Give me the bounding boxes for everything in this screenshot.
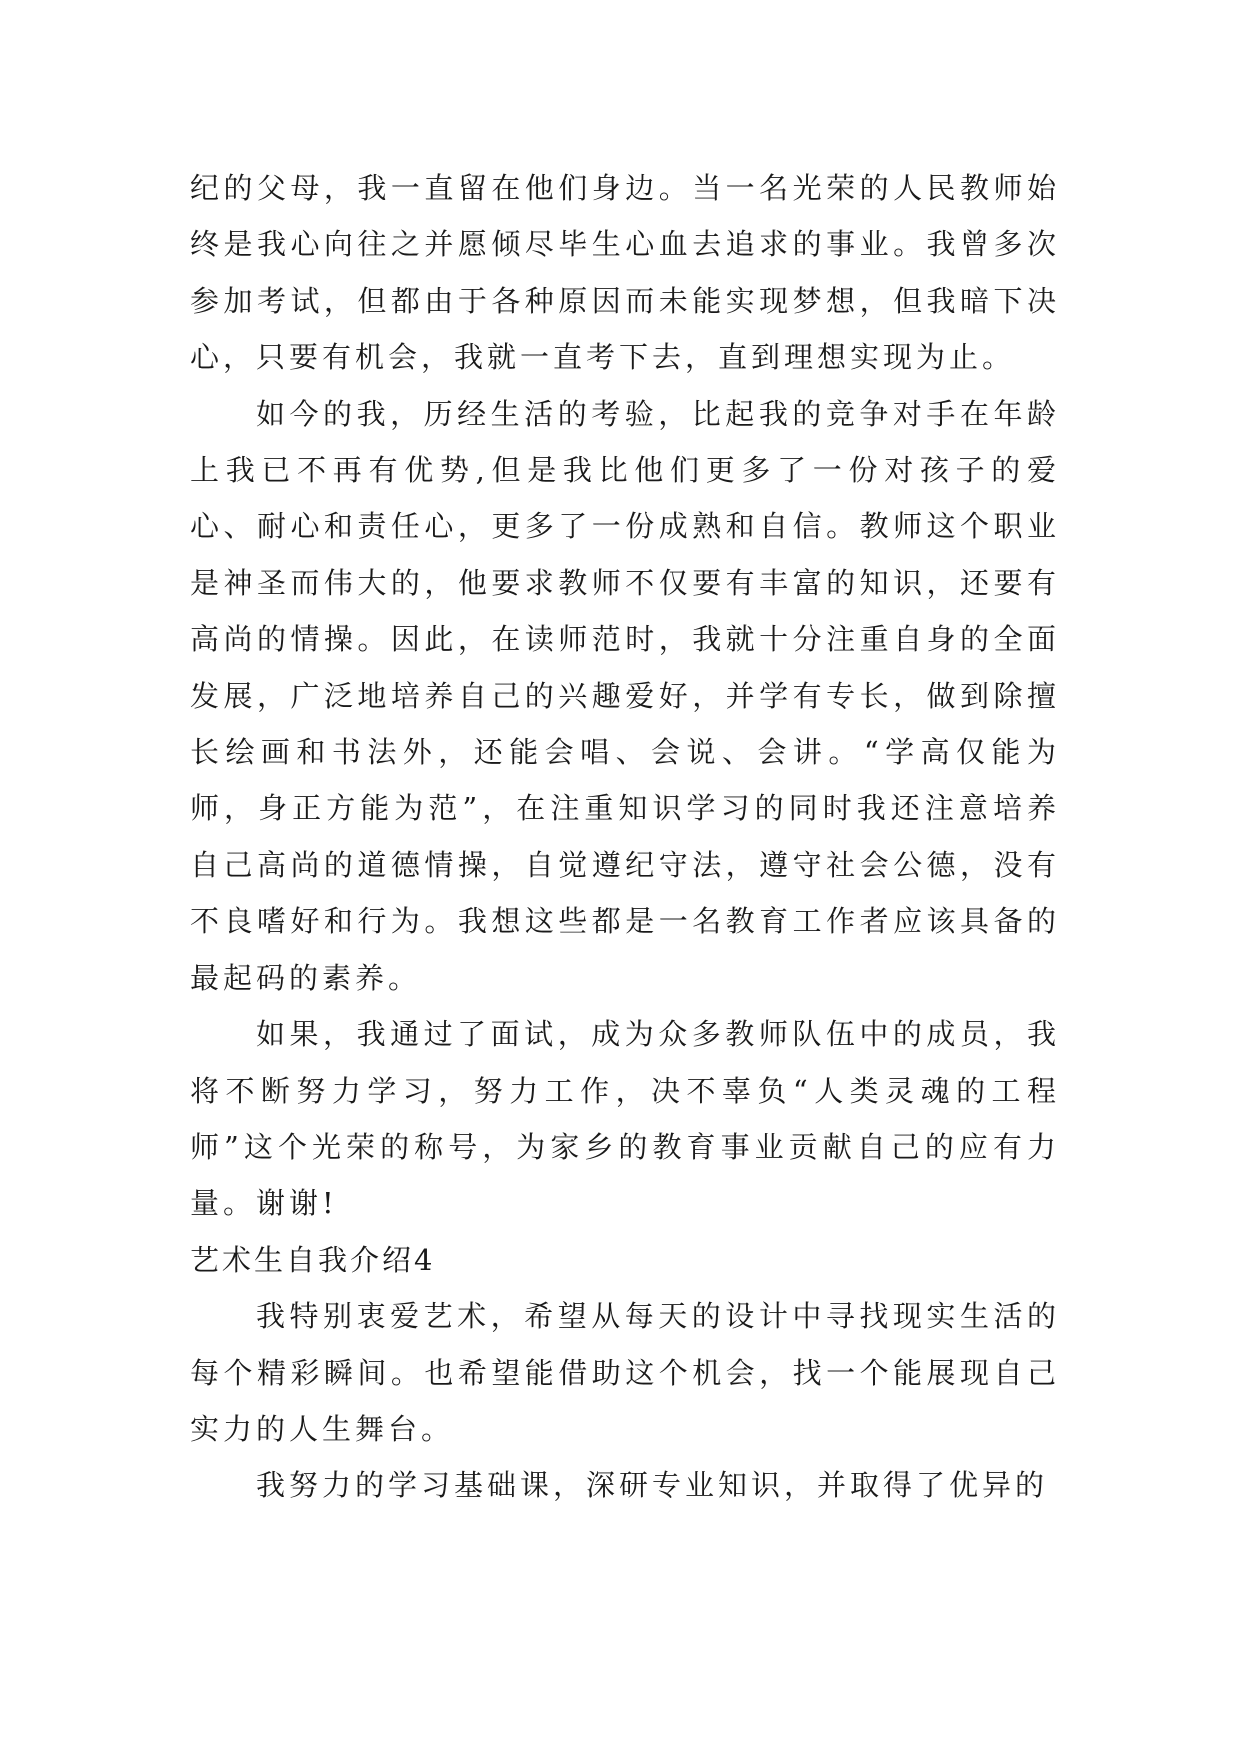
paragraph-closing: 如果，我通过了面试，成为众多教师队伍中的成员，我将不断努力学习，努力工作，决不辜负“人类灵魂的工程师”这个光荣的称号，为家乡的教育事业贡献自己的应有力量。谢谢!: [190, 1017, 1060, 1221]
section-heading: 艺术生自我介绍4: [190, 1242, 436, 1277]
paragraph-continuation: 纪的父母，我一直留在他们身边。当一名光荣的人民教师始终是我心向往之并愿倾尽毕生心血去追求的事业。我曾多次参加考试，但都由于各种原因而未能实现梦想，但我暗下决心，只要有机会，我就一直考下去，直到理想实现为止。: [190, 171, 1060, 375]
paragraph-experience: 如今的我，历经生活的考验，比起我的竞争对手在年龄上我已不再有优势,但是我比他们更多了一份对孩子的爱心、耐心和责任心，更多了一份成熟和自信。教师这个职业是神圣而伟大的，他要求教师不仅要有丰富的知识，还要有高尚的情操。因此，在读师范时，我就十分注重自身的全面发展，广泛地培养自己的兴趣爱好，并学有专长，做到除擅长绘画和书法外，还能会唱、会说、会讲。“学高仅能为师，身正方能为范”，在注重知识学习的同时我还注意培养自己高尚的道德情操，自觉遵纪守法，遵守社会公德，没有不良嗜好和行为。我想这些都是一名教育工作者应该具备的最起码的素养。: [190, 396, 1060, 995]
section-paragraph-love-art: 我特别衷爱艺术，希望从每天的设计中寻找现实生活的每个精彩瞬间。也希望能借助这个机会，找一个能展现自己实力的人生舞台。: [190, 1299, 1060, 1446]
section-paragraph-study: 我努力的学习基础课，深研专业知识，并取得了优异的: [256, 1468, 1049, 1503]
document-body: [190, 160, 1060, 1514]
